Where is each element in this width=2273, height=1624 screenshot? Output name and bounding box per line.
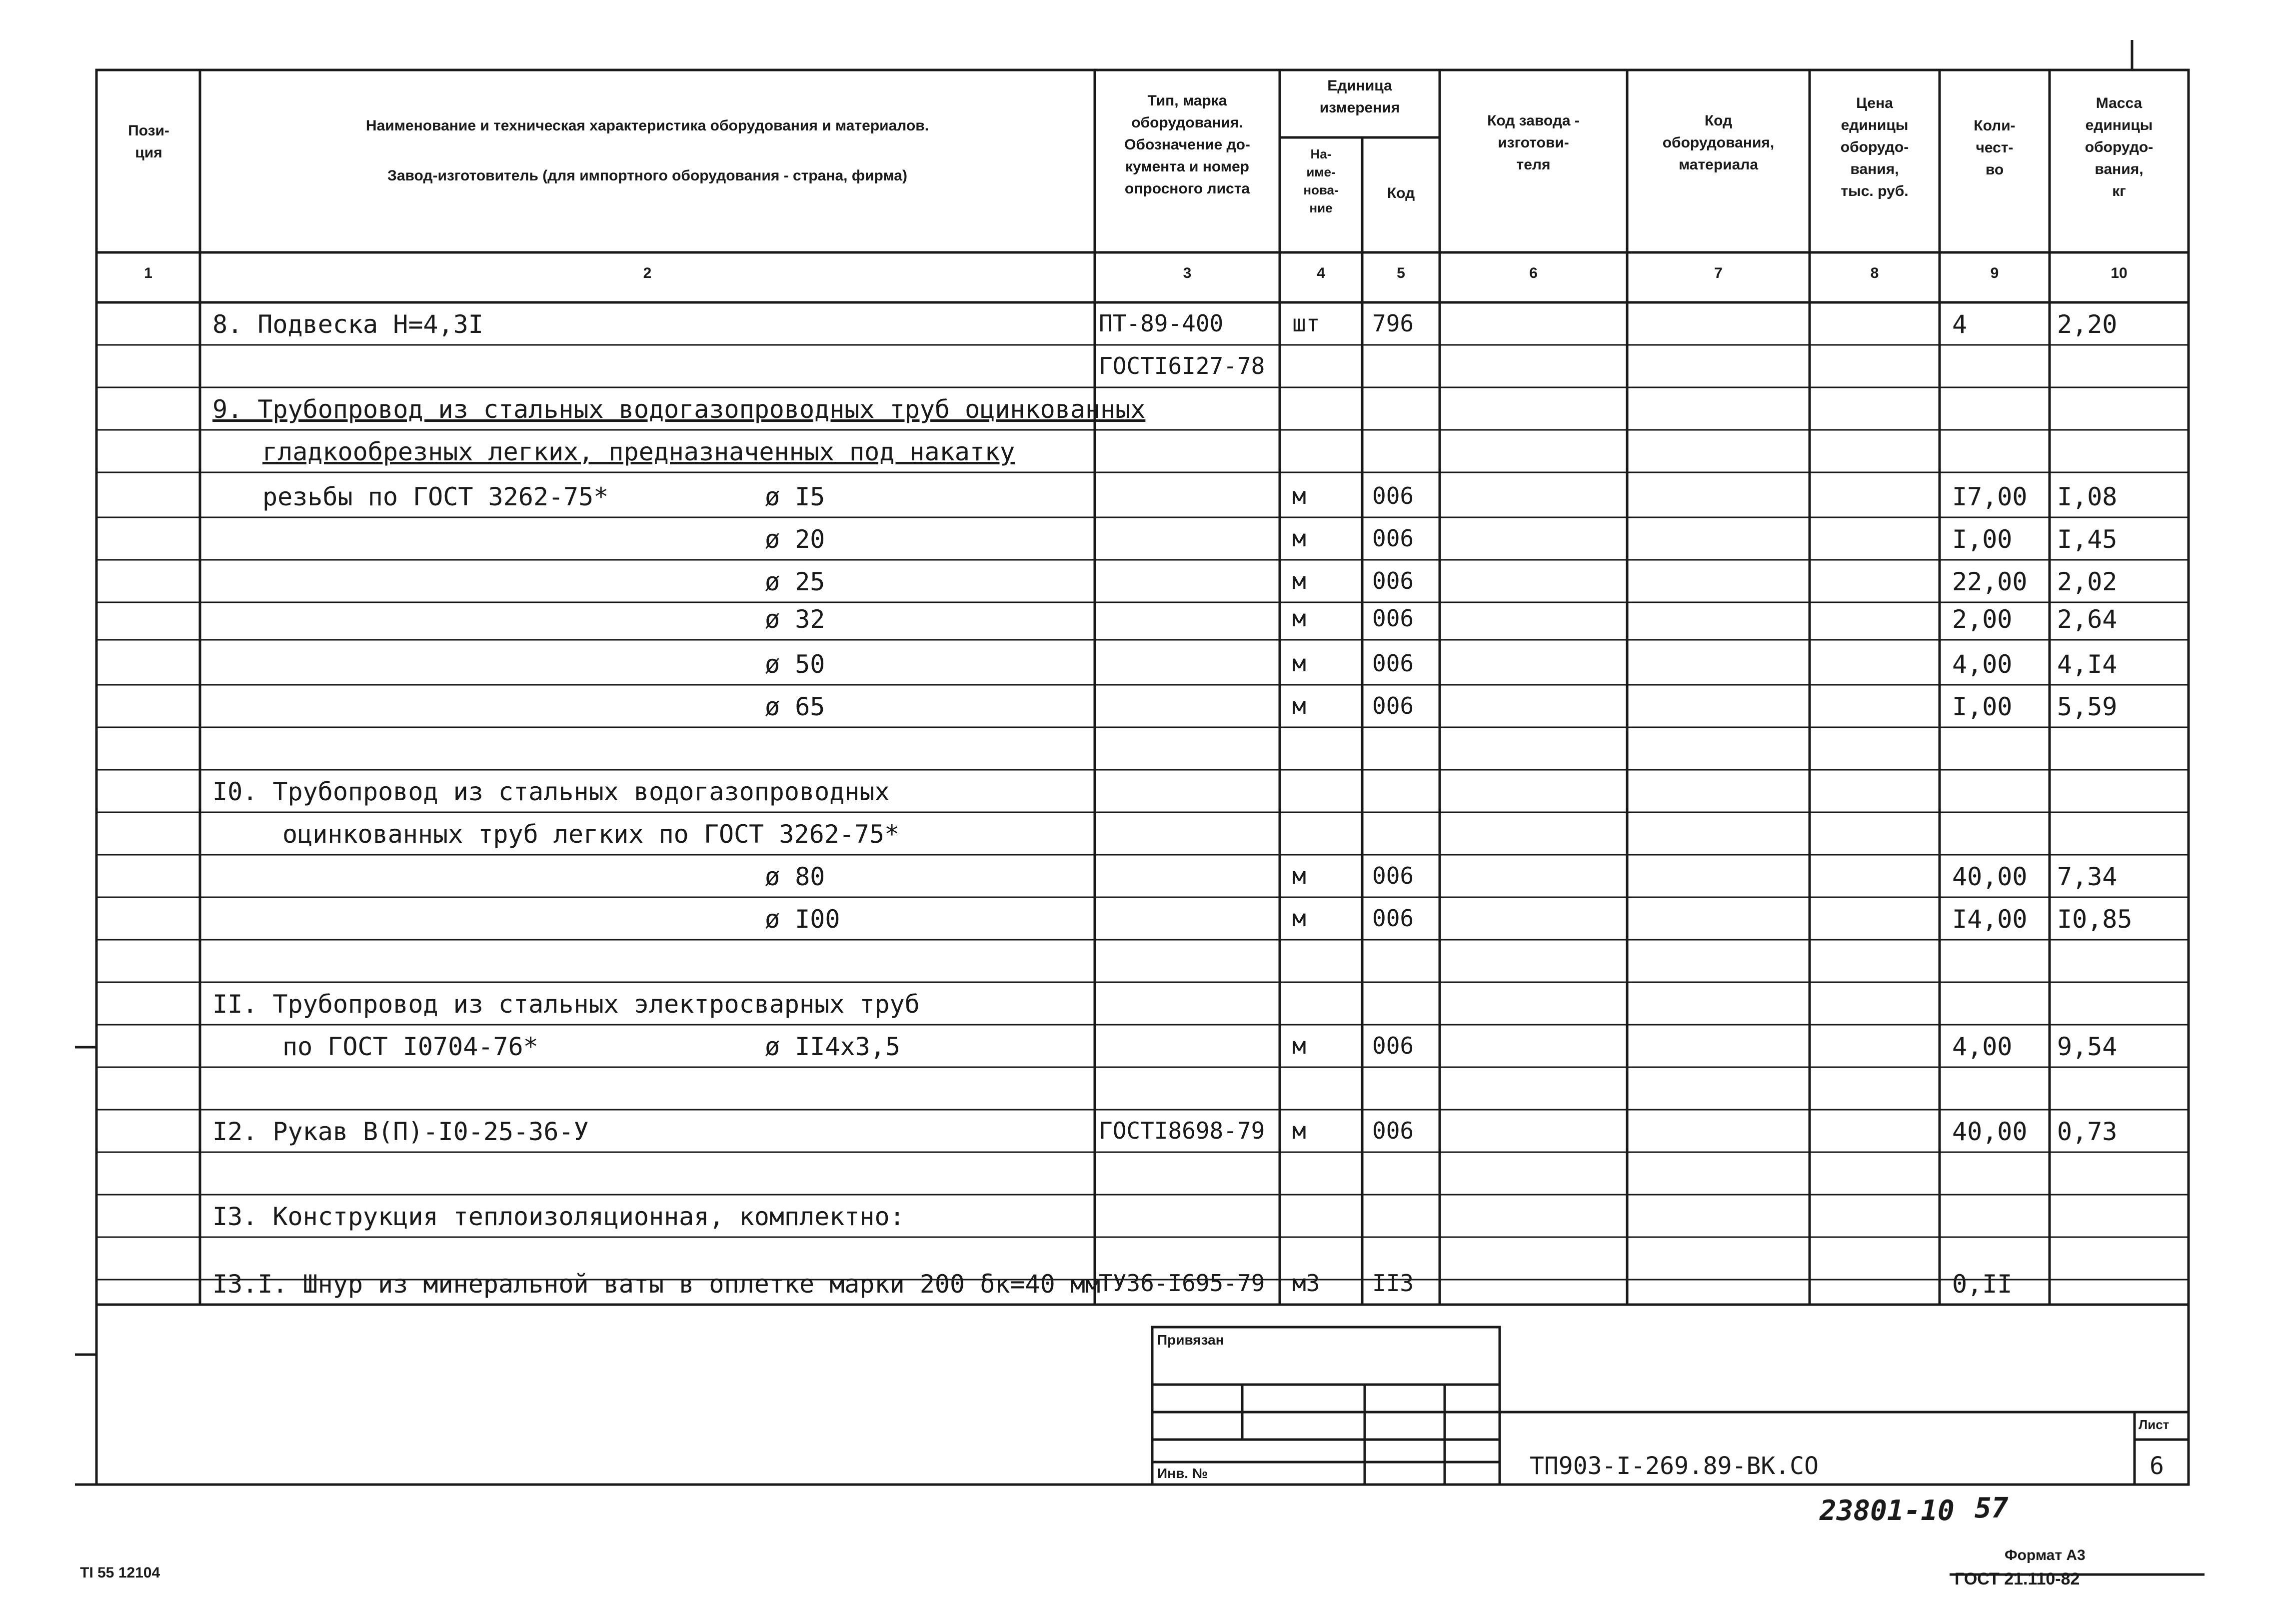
- unit-code: 006: [1372, 905, 1414, 932]
- item-quantity: 4,00: [1952, 1032, 2013, 1061]
- col-number: 3: [1183, 265, 1192, 281]
- item-name: I0. Трубопровод из стальных водогазопроводных: [212, 777, 890, 806]
- item-name: по ГОСТ I0704-76*: [282, 1032, 538, 1061]
- unit-code: 006: [1372, 692, 1414, 719]
- unit-name: м: [1292, 1032, 1306, 1059]
- item-type: ГОСТI8698-79: [1099, 1117, 1265, 1144]
- item-quantity: I,00: [1952, 525, 2013, 554]
- pipe-diameter: ø I5: [765, 482, 825, 511]
- header-type: Тип, марка оборудования. Обозначение до- кумента и номер опросного листа: [1124, 92, 1250, 197]
- unit-code: 006: [1372, 1032, 1414, 1059]
- item-name: гладкообрезных легких, предназначенных под накатку: [262, 437, 1015, 466]
- col-number: 8: [1870, 265, 1879, 281]
- item-name: I3.I. Шнур из минеральной ваты в оплетке марки 200 δк=40 мм: [212, 1270, 1101, 1299]
- unit-name: м: [1292, 525, 1306, 552]
- item-name: 8. Подвеска Н=4,3I: [212, 310, 483, 339]
- pipe-diameter: ø I00: [765, 905, 840, 934]
- item-mass: I,45: [2057, 525, 2118, 554]
- item-mass: 5,59: [2057, 692, 2118, 721]
- item-mass: 7,34: [2057, 862, 2118, 891]
- col-number: 6: [1529, 265, 1538, 281]
- item-name: оцинкованных труб легких по ГОСТ 3262-75*: [282, 820, 900, 849]
- col-number: 5: [1397, 265, 1405, 281]
- unit-code: II3: [1372, 1270, 1414, 1297]
- pipe-diameter: ø 20: [765, 525, 825, 554]
- unit-code: 006: [1372, 567, 1414, 594]
- item-type: ГОСТI6I27-78: [1099, 352, 1265, 379]
- item-mass: 2,20: [2057, 310, 2118, 339]
- pipe-diameter: ø 32: [765, 605, 825, 634]
- unit-name: м: [1292, 482, 1306, 509]
- sheet-label: Лист: [2139, 1417, 2170, 1432]
- item-quantity: 2,00: [1952, 605, 2013, 634]
- item-type: ТУ36-I695-79: [1099, 1270, 1265, 1297]
- item-mass: 0,73: [2057, 1117, 2118, 1146]
- col-number: 9: [1990, 265, 1999, 281]
- pipe-diameter: ø 50: [765, 650, 825, 679]
- item-name: II. Трубопровод из стальных электросварных труб: [212, 990, 920, 1019]
- pipe-diameter: ø 80: [765, 862, 825, 891]
- unit-code: 796: [1372, 310, 1414, 337]
- item-mass: 2,02: [2057, 567, 2118, 596]
- item-quantity: I7,00: [1952, 482, 2028, 511]
- unit-name: м: [1292, 692, 1306, 719]
- header-name-line1: Наименование и техническая характеристика оборудования и материалов.: [365, 117, 929, 134]
- header-position: Пози- ция: [128, 122, 169, 161]
- footer-gost: ГОСТ 21.110-82: [1955, 1570, 2080, 1589]
- item-quantity: 40,00: [1952, 1117, 2028, 1146]
- item-quantity: 0,II: [1952, 1270, 2013, 1299]
- item-quantity: I,00: [1952, 692, 2013, 721]
- col-number: 10: [2111, 265, 2128, 281]
- col-number: 7: [1714, 265, 1723, 281]
- header-price: Цена единицы оборудо- вания, тыс. руб.: [1840, 95, 1909, 199]
- unit-name: м: [1292, 905, 1306, 932]
- item-name: резьбы по ГОСТ 3262-75*: [262, 482, 609, 511]
- item-quantity: I4,00: [1952, 905, 2028, 934]
- header-unit-code: Код: [1387, 185, 1415, 201]
- item-mass: 9,54: [2057, 1032, 2118, 1061]
- pipe-diameter: ø 65: [765, 692, 825, 721]
- pipe-diameter: ø 25: [765, 567, 825, 596]
- item-type: ПТ-89-400: [1099, 310, 1224, 337]
- unit-name: м: [1292, 1117, 1306, 1144]
- unit-name: м3: [1292, 1270, 1320, 1297]
- header-factory-code: Код завода - изготови- теля: [1487, 112, 1580, 173]
- item-mass: 4,I4: [2057, 650, 2118, 679]
- item-quantity: 4: [1952, 310, 1968, 339]
- col-number: 4: [1317, 265, 1325, 281]
- stamp-inv-label: Инв. №: [1157, 1466, 1208, 1481]
- header-equipment-code: Код оборудования, материала: [1662, 112, 1775, 173]
- unit-code: 006: [1372, 1117, 1414, 1144]
- col-number: 2: [643, 265, 652, 281]
- handwritten-number: 23801-10: [1820, 1495, 1955, 1527]
- unit-name: м: [1292, 650, 1306, 677]
- item-name: 9. Трубопровод из стальных водогазопроводных труб оцинкованных: [212, 395, 1146, 424]
- unit-code: 006: [1372, 650, 1414, 677]
- footer-left-code: ТI 55 12104: [80, 1565, 160, 1581]
- stamp-bound-label: Привязан: [1157, 1332, 1224, 1348]
- item-mass: 2,64: [2057, 605, 2118, 634]
- unit-name: шт: [1292, 310, 1320, 337]
- unit-name: м: [1292, 862, 1306, 889]
- item-quantity: 40,00: [1952, 862, 2028, 891]
- pipe-diameter: ø II4х3,5: [765, 1032, 900, 1061]
- header-mass: Масса единицы оборудо- вания, кг: [2085, 95, 2154, 199]
- header-name-line2: Завод-изготовитель (для импортного оборудования - страна, фирма): [387, 167, 907, 184]
- handwritten-page: 57: [1975, 1492, 2009, 1525]
- unit-code: 006: [1372, 482, 1414, 509]
- document-code: ТП903-I-269.89-ВК.СО: [1530, 1452, 1819, 1480]
- unit-code: 006: [1372, 862, 1414, 889]
- header-quantity: Коли- чест- во: [1974, 117, 2016, 178]
- header-unit-group: Единица измерения: [1319, 77, 1400, 116]
- item-name: I2. Рукав В(П)-I0-25-36-У: [212, 1117, 589, 1146]
- item-mass: I0,85: [2057, 905, 2133, 934]
- unit-code: 006: [1372, 605, 1414, 632]
- col-number: 1: [144, 265, 152, 281]
- header-unit-name: На- име- нова- ние: [1303, 146, 1339, 215]
- item-name: I3. Конструкция теплоизоляционная, комплектно:: [212, 1202, 905, 1231]
- unit-name: м: [1292, 605, 1306, 632]
- sheet-number: 6: [2150, 1452, 2164, 1480]
- item-mass: I,08: [2057, 482, 2118, 511]
- unit-code: 006: [1372, 525, 1414, 552]
- item-quantity: 4,00: [1952, 650, 2013, 679]
- item-quantity: 22,00: [1952, 567, 2028, 596]
- footer-format: Формат А3: [2005, 1547, 2086, 1564]
- unit-name: м: [1292, 567, 1306, 594]
